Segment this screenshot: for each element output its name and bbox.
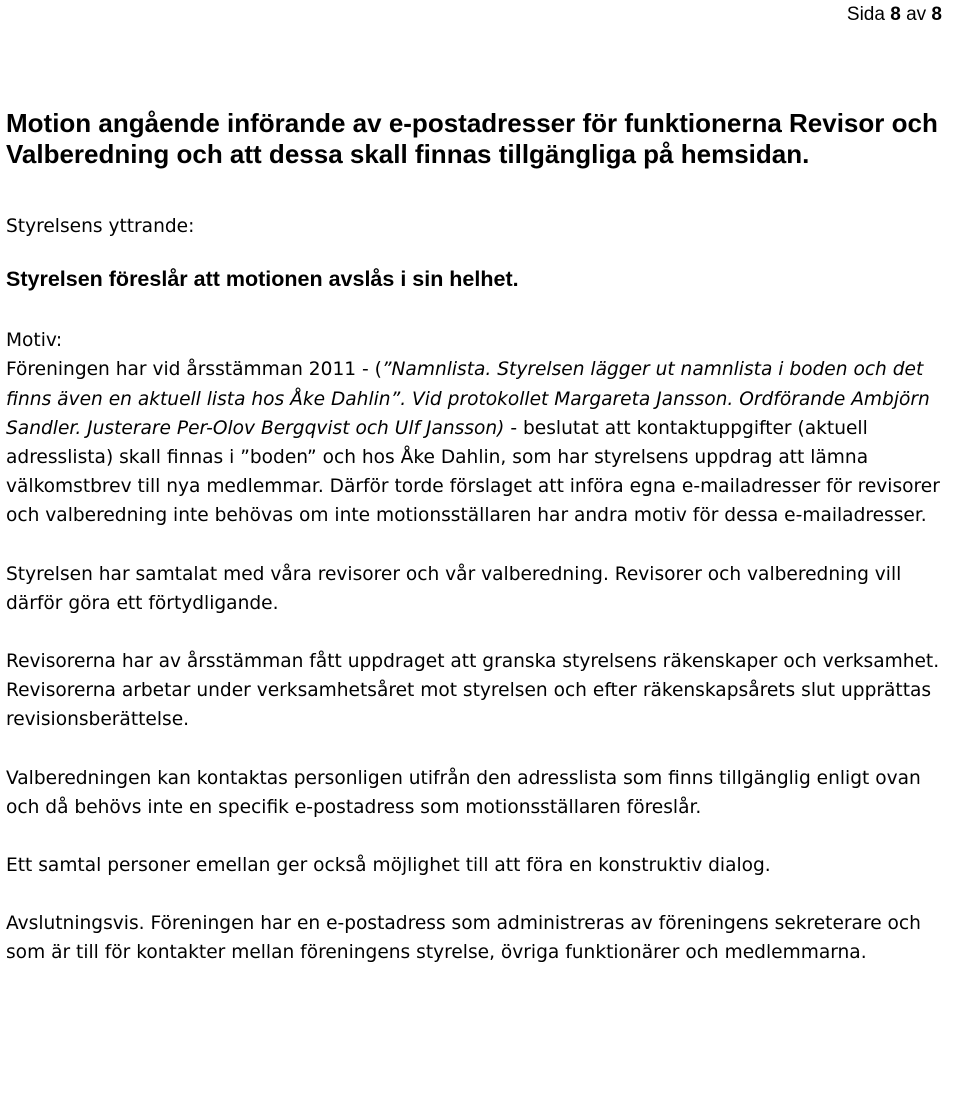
page-number: [847, 3, 942, 27]
motive-paragraph: [6, 355, 956, 530]
document-title: Motion angående införande av e-postadresser för funktionerna Revisor och Valberedning och att dessa skall finnas tillgängliga på hemsidan.: [6, 108, 938, 169]
motive-text-start: Föreningen har vid årsstämman 2011 - (: [6, 359, 382, 381]
page-number-separator: av: [900, 4, 932, 25]
motive-label: Motiv:: [6, 330, 63, 352]
motive-quote: ”Namnlista. Styrelsen lägger ut namnlista i boden och det finns även en aktuell lista hos Åke Dahlin”. Vid protokollet Margareta Jansson. Ordförande Ambjörn Sandler. Justerare Per-Olov Bergqvist och Ulf Jansson): [6, 359, 930, 439]
paragraph-consultation: Styrelsen har samtalat med våra revisorer och vår valberedning. Revisorer och valberedning vill därför göra ett förtydligande.: [6, 563, 902, 614]
paragraph-conclusion: Avslutningsvis. Föreningen har en e-postadress som administreras av föreningens sekreterare och som är till för kontakter mellan föreningens styrelse, övriga funktionärer och medlemmarna.: [6, 913, 921, 964]
statement-label: Styrelsens yttrande:: [6, 216, 195, 237]
page-number-prefix: Sida: [846, 4, 891, 25]
document-body: [6, 108, 956, 968]
page-number-current: 8: [890, 4, 901, 25]
paragraph-dialogue: Ett samtal personer emellan ger också möjlighet till att föra en konstruktiv dialog.: [6, 855, 771, 877]
paragraph-auditors: Revisorerna har av årsstämman fått uppdraget att granska styrelsens räkenskaper och verksamhet. Revisorerna arbetar under verksamhetsåret mot styrelsen och efter räkenskapsårets slut upprättas revisionsberättelse.: [6, 651, 940, 731]
page-number-total: 8: [931, 4, 942, 25]
motive-text-end: - beslutat att kontaktuppgifter (aktuell adresslista) skall finnas i ”boden” och hos Åke Dahlin, som har styrelsens uppdrag att lämna välkomstbrev till nya medlemmar. Därför torde förslaget att införa egna e-mailadresser för revisorer och valberedning inte behövas om inte motionsställaren har andra motiv för dessa e-mailadresser.: [6, 417, 940, 527]
board-decision: Styrelsen föreslår att motionen avslås i sin helhet.: [6, 267, 519, 292]
paragraph-nomination-committee: Valberedningen kan kontaktas personligen utifrån den adresslista som finns tillgänglig enligt ovan och då behövs inte en specifik e-postadress som motionsställaren föreslår.: [6, 767, 921, 818]
